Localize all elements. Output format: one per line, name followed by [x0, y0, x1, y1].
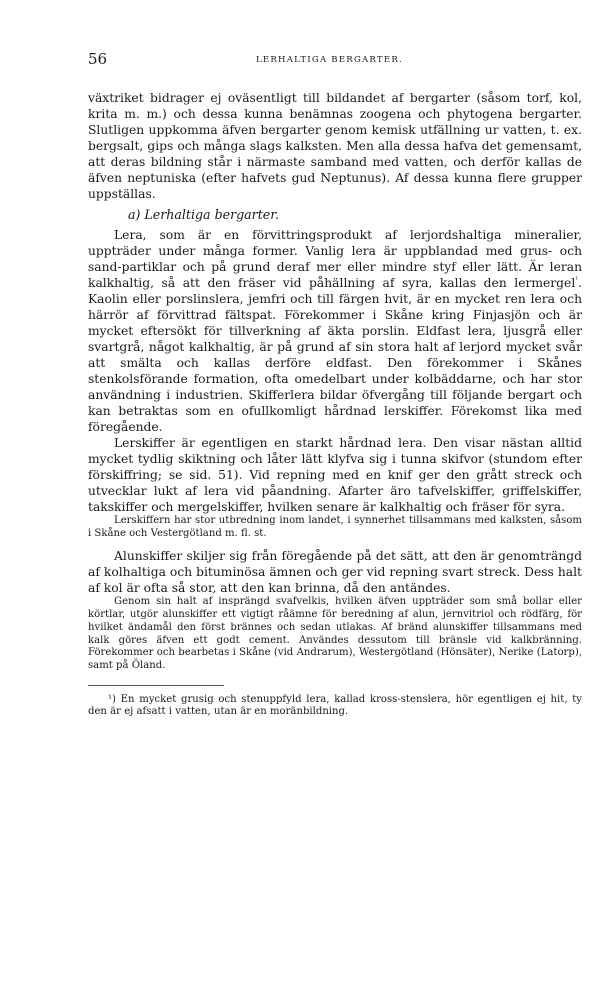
footnote-marker: ¹	[575, 275, 579, 284]
alunskiffer-note: Genom sin halt af insprängd svafvelkis, hvilken äfven uppträder som små bollar eller körtlar, utgör alunskiffer ett vigtigt råämne för beredning af alun, jernvitriol och rödfärg, för hvilket ändamål den först brännes och sedan utlakas. Af bränd alunskiffer tillsammans med kalk göres äfven ett godt cement. Användes dessutom till bränsle vid kalkbränning. Förekommer och bearbetas i Skåne (vid Andrarum), Westergötland (Hönsäter), Nerike (Latorp), samt på Öland.	[88, 596, 582, 671]
footnote: ¹) En mycket grusig och stenuppfyld lera, kallad kross-stenslera, hör egentligen ej hit, ty den är ej afsatt i vatten, utan är en moränbildning.	[88, 693, 582, 718]
running-head	[88, 50, 582, 74]
alunskiffer-paragraph: Alunskiffer skiljer sig från föregående på det sätt, att den är genomträngd af kolhaltiga och bituminösa ämnen och ger vid repning svart streck. Dess halt af kol är ofta så stor, att den kan brinna, då den antändes.	[88, 549, 582, 596]
footnote-divider	[88, 685, 224, 686]
lera-text-continued: . Kaolin eller porslinslera, jemfri och till färgen hvit, är en mycket ren lera och härrör af förvittrad fältspat. Förekommer i Skåne kring Finjasjön och är mycket eftersökt för tillverkning af äkta porslin. Eldfast lera, ljusgrå eller svartgrå, något kalkhaltig, är på grund af sin stora halt af lerjord mycket svår att smälta och kallas derföre eldfast. Den förekommer i Skånes stenkolsförande formation, ofta omedelbart under kolbäddarne, och har stor användning i industrien. Skifferlera bildar öfvergång till följande bergart och kan betraktas som en ofullkomligt hårdnad lerskiffer. Förekomst lika med föregående.	[88, 276, 582, 434]
lera-paragraph	[88, 227, 582, 435]
page-number: 56	[88, 50, 108, 68]
section-heading: a) Lerhaltiga bergarter.	[128, 207, 279, 222]
lerskiffer-paragraph: Lerskiffer är egentligen en starkt hårdnad lera. Den visar nästan alltid mycket tydlig skiktning och låter lätt klyfva sig i tunna skifvor (stundom efter förskiffring; se sid. 51). Vid repning med en knif ger den grått streck och utvecklar lukt af lera vid påandning. Afarter äro tafvelskiffer, griffelskiffer, takskiffer och mergelskiffer, hvilken senare är kalkhaltig och fräser för syra.	[88, 436, 582, 514]
intro-paragraph: växtriket bidrager ej oväsentligt till bildandet af bergarter (såsom torf, kol, krita m. m.) och dessa kunna benämnas zoogena och phytogena bergarter. Slutligen uppkomma äfven bergarter genom kemisk utfällning ur vatten, t. ex. bergsalt, gips och många slags kalksten. Men alla dessa hafva det gemensamt, att deras bildning står i närmaste samband med vatten, och derför kallas de äfven neptuniska (efter hafvets gud Neptunus). Af dessa kunna flere grupper uppställas.	[88, 91, 582, 201]
lera-text: Lera, som är en förvittringsprodukt af lerjordshaltiga mineralier, uppträder under många former. Vanlig lera är uppblandad med grus- och sand-partiklar och på grund deraf mer eller mindre styf eller lätt. Är leran kalkhaltig, så att den fräser vid påhällning af syra, kallas den lermergel	[88, 228, 582, 290]
lerskiffer-note: Lerskiffern har stor utbredning inom landet, i synnerhet tillsammans med kalksten, såsom i Skåne och Vestergötland m. fl. st.	[88, 515, 582, 539]
running-title: LERHALTIGA BERGARTER.	[256, 55, 403, 65]
